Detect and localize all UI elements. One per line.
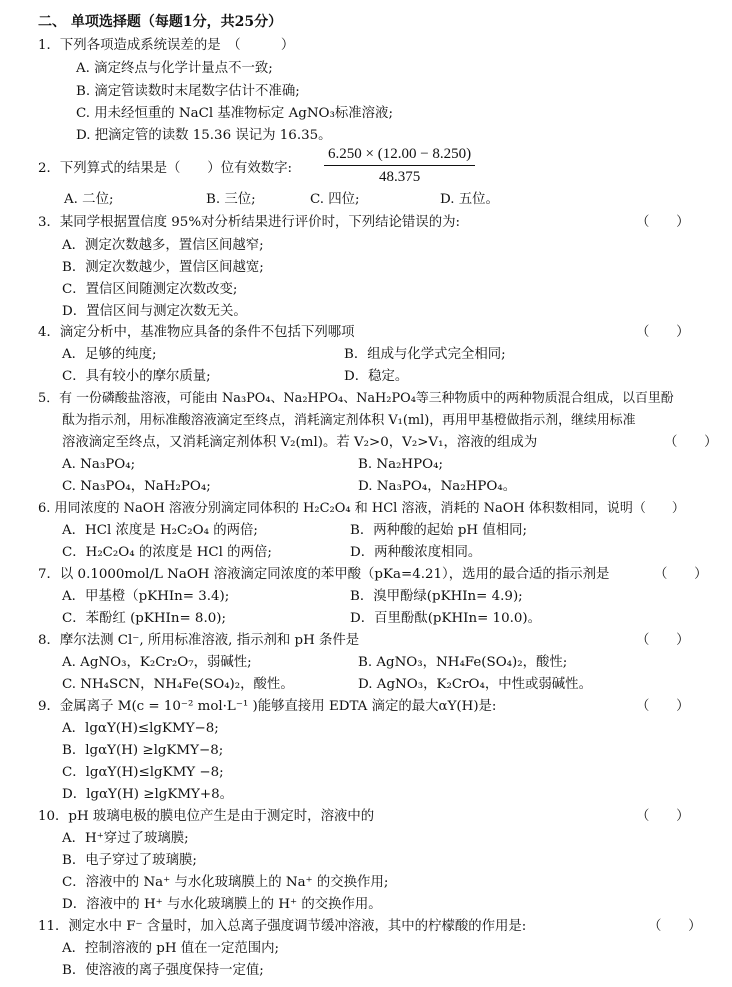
q2-option-d: D. 五位。 <box>440 192 499 207</box>
q3-option-d: D．置信区间与测定次数无关。 <box>62 304 247 319</box>
q2-option-c: C. 四位; <box>310 192 360 207</box>
q3-stem: 3．某同学根据置信度 95%对分析结果进行评价时，下列结论错误的为: <box>38 215 460 230</box>
q2-denominator: 48.375 <box>378 169 421 185</box>
q5-option-d: D. Na₃PO₄，Na₂HPO₄。 <box>358 479 517 494</box>
q2-numerator: 6.250 × (12.00 − 8.250) <box>324 146 475 166</box>
q8-answer-paren: （ ） <box>636 633 690 648</box>
q5-answer-paren: （ ） <box>664 435 718 450</box>
q9-option-b: B．lgαY(H) ≥lgKMY−8; <box>62 743 224 758</box>
q7-option-b: B．溴甲酚绿(pKHIn= 4.9); <box>350 589 523 604</box>
q1-stem: 1．下列各项造成系统误差的是 （ ） <box>38 38 295 53</box>
q6-option-c: C．H₂C₂O₄ 的浓度是 HCl 的两倍; <box>62 545 272 560</box>
q5-stem-line2: 酞为指示剂，用标准酸溶液滴定至终点，消耗滴定剂体积 V₁(ml)，再用甲基橙做指示剂，继续用标准 <box>62 413 636 428</box>
q8-option-d: D. AgNO₃，K₂CrO₄，中性或弱碱性。 <box>358 677 592 692</box>
q1-option-c: C. 用未经恒重的 NaCl 基准物标定 AgNO₃标准溶液; <box>76 106 393 121</box>
q5-stem-line3: 溶液滴定至终点，又消耗滴定剂体积 V₂(ml)。若 V₂>0，V₂>V₁，溶液的组成为 <box>62 435 538 450</box>
q7-answer-paren: （ ） <box>654 567 708 582</box>
q9-option-c: C．lgαY(H)≤lgKMY −8; <box>62 765 224 780</box>
q5-option-b: B. Na₂HPO₄; <box>358 457 443 472</box>
q11-stem: 11．测定水中 F⁻ 含量时，加入总离子强度调节缓冲溶液，其中的柠檬酸的作用是: <box>38 919 527 934</box>
q10-stem: 10．pH 玻璃电极的膜电位产生是由于测定时，溶液中的 <box>38 809 375 824</box>
q6-option-b: B．两种酸的起始 pH 值相同; <box>350 523 528 538</box>
q7-option-c: C．苯酚红 (pKHIn= 8.0); <box>62 611 226 626</box>
q8-option-b: B. AgNO₃，NH₄Fe(SO₄)₂，酸性; <box>358 655 568 670</box>
q2-stem: 2．下列算式的结果是（ ）位有效数字: <box>38 161 293 176</box>
q4-answer-paren: （ ） <box>636 325 690 340</box>
q10-option-d: D．溶液中的 H⁺ 与水化玻璃膜上的 H⁺ 的交换作用。 <box>62 897 382 912</box>
q4-option-b: B．组成与化学式完全相同; <box>344 347 506 362</box>
q4-stem: 4．滴定分析中，基准物应具备的条件不包括下列哪项 <box>38 325 355 340</box>
q1-option-a: A. 滴定终点与化学计量点不一致; <box>76 61 273 76</box>
q5-stem-line1: 5．有 一份磷酸盐溶液，可能由 Na₃PO₄、Na₂HPO₄、NaH₂PO₄等三种物质中的两种物质混合组成，以百里酚 <box>38 391 674 406</box>
q4-option-d: D．稳定。 <box>344 369 409 384</box>
q9-option-d: D．lgαY(H) ≥lgKMY+8。 <box>62 787 234 802</box>
q3-answer-paren: （ ） <box>636 215 690 230</box>
q10-option-b: B．电子穿过了玻璃膜; <box>62 853 197 868</box>
q9-option-a: A．lgαY(H)≤lgKMY−8; <box>62 721 219 736</box>
q6-stem: 6. 用同浓度的 NaOH 溶液分别滴定同体积的 H₂C₂O₄ 和 HCl 溶液，消耗的 NaOH 体积数相同，说明（ ） <box>38 501 685 516</box>
q10-option-a: A．H⁺穿过了玻璃膜; <box>62 831 189 846</box>
q11-option-b: B．使溶液的离子强度保持一定值; <box>62 963 264 978</box>
q7-option-d: D．百里酚酞(pKHIn= 10.0)。 <box>350 611 541 626</box>
q3-option-c: C．置信区间随测定次数改变; <box>62 282 238 297</box>
q2-option-b: B. 三位; <box>206 192 256 207</box>
q5-option-c: C. Na₃PO₄，NaH₂PO₄; <box>62 479 211 494</box>
q3-option-a: A．测定次数越多，置信区间越窄; <box>62 238 264 253</box>
q3-option-b: B．测定次数越少，置信区间越宽; <box>62 260 264 275</box>
q6-option-a: A．HCl 浓度是 H₂C₂O₄ 的两倍; <box>62 523 258 538</box>
q8-option-a: A. AgNO₃，K₂Cr₂O₇，弱碱性; <box>62 655 252 670</box>
q2-option-a: A. 二位; <box>64 192 114 207</box>
q10-option-c: C．溶液中的 Na⁺ 与水化玻璃膜上的 Na⁺ 的交换作用; <box>62 875 389 890</box>
q7-option-a: A．甲基橙（pKHIn= 3.4); <box>62 589 230 604</box>
q11-answer-paren: （ ） <box>648 919 702 934</box>
q7-stem: 7．以 0.1000mol/L NaOH 溶液滴定同浓度的苯甲酸（pKa=4.21），选用的最合适的指示剂是 <box>38 567 610 582</box>
q4-option-c: C．具有较小的摩尔质量; <box>62 369 211 384</box>
q1-option-d: D. 把滴定管的读数 15.36 误记为 16.35。 <box>76 128 332 143</box>
q10-answer-paren: （ ） <box>636 809 690 824</box>
q8-option-c: C. NH₄SCN，NH₄Fe(SO₄)₂，酸性。 <box>62 677 294 692</box>
q1-option-b: B. 滴定管读数时末尾数字估计不准确; <box>76 84 300 99</box>
section-title: 二、 单项选择题（每题1分，共25分） <box>38 14 283 30</box>
q6-option-d: D．两种酸浓度相同。 <box>350 545 482 560</box>
q9-stem: 9．金属离子 M(c = 10⁻² mol·L⁻¹ )能够直接用 EDTA 滴定的最大αY(H)是: <box>38 699 497 714</box>
q9-answer-paren: （ ） <box>636 699 690 714</box>
q4-option-a: A．足够的纯度; <box>62 347 157 362</box>
q11-option-a: A．控制溶液的 pH 值在一定范围内; <box>62 941 280 956</box>
q8-stem: 8．摩尔法测 Cl⁻, 所用标准溶液, 指示剂和 pH 条件是 <box>38 633 360 648</box>
q2-fraction <box>324 146 475 186</box>
q5-option-a: A. Na₃PO₄; <box>62 457 136 472</box>
